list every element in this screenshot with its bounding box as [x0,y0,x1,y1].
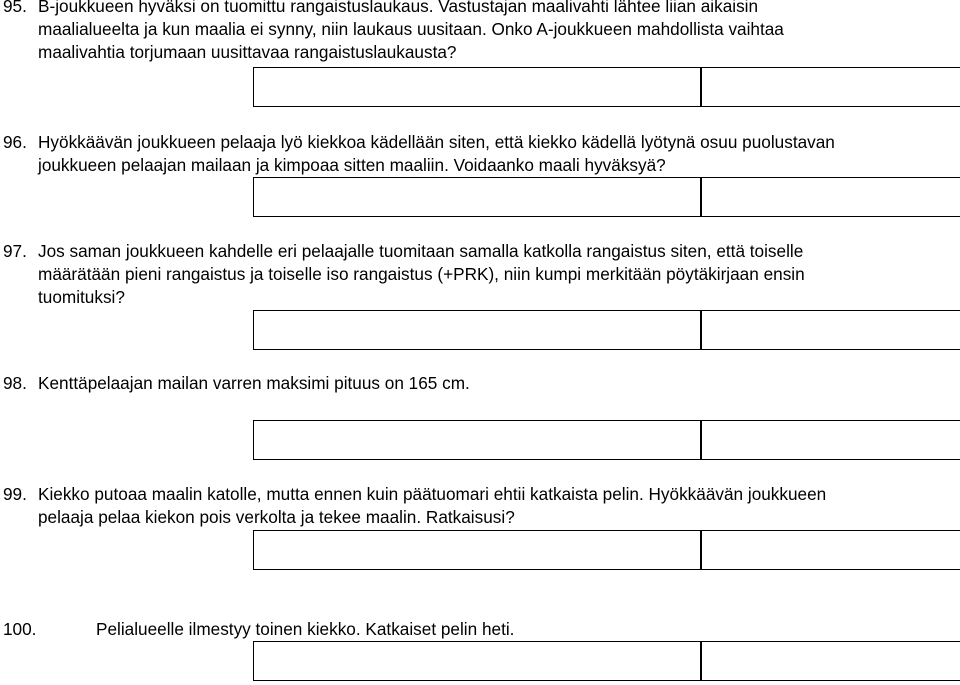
answer-field[interactable] [253,420,701,460]
answer-field[interactable] [253,67,701,107]
question-text-line: Hyökkäävän joukkueen pelaaja lyö kiekkoa kädellään siten, että kiekko kädellä lyötynä osuu puolustavan [38,132,835,152]
question-number: 95. [3,0,27,16]
question-text-line: joukkueen pelaajan mailaan ja kimpoaa sitten maaliin. Voidaanko maali hyväksyä? [38,155,666,175]
answer-field[interactable] [253,310,701,350]
question-text-line: Pelialueelle ilmestyy toinen kiekko. Katkaiset pelin heti. [96,619,515,639]
question-text-line: tuomituksi? [38,287,125,307]
question-text-line: pelaaja pelaa kiekon pois verkolta ja tekee maalin. Ratkaisusi? [38,507,515,527]
score-field[interactable] [701,530,960,570]
question-number: 100. [3,619,37,639]
question-text-line: Jos saman joukkueen kahdelle eri pelaajalle tuomitaan samalla katkolla rangaistus siten, että toiselle [38,241,804,261]
answer-field[interactable] [253,177,701,217]
question-number: 96. [3,132,27,152]
answer-field[interactable] [253,530,701,570]
question-text-line: B-joukkueen hyväksi on tuomittu rangaistuslaukaus. Vastustajan maalivahti lähtee liian aikaisin [38,0,759,16]
question-number: 98. [3,373,27,393]
question-number: 99. [3,484,27,504]
question-text-line: Kenttäpelaajan mailan varren maksimi pituus on 165 cm. [38,373,470,393]
question-number: 97. [3,241,27,261]
question-text-line: määrätään pieni rangaistus ja toiselle iso rangaistus (+PRK), niin kumpi merkitään pöytäkirjaan ensin [38,264,805,284]
score-field[interactable] [701,177,960,217]
question-95 [0,0,960,64]
question-96 [0,131,960,177]
score-field[interactable] [701,310,960,350]
answer-field[interactable] [253,641,701,681]
score-field[interactable] [701,67,960,107]
question-text-line: Kiekko putoaa maalin katolle, mutta ennen kuin päätuomari ehtii katkaista pelin. Hyökkäävän joukkueen [38,484,827,504]
question-99 [0,483,960,529]
score-field[interactable] [701,641,960,681]
question-97 [0,240,960,309]
question-98 [0,372,960,395]
score-field[interactable] [701,420,960,460]
question-text-line: maalivahtia torjumaan uusittavaa rangaistuslaukausta? [38,42,457,62]
question-text-line: maalialueelta ja kun maalia ei synny, niin laukaus uusitaan. Onko A-joukkueen mahdollista vaihtaa [38,19,784,39]
